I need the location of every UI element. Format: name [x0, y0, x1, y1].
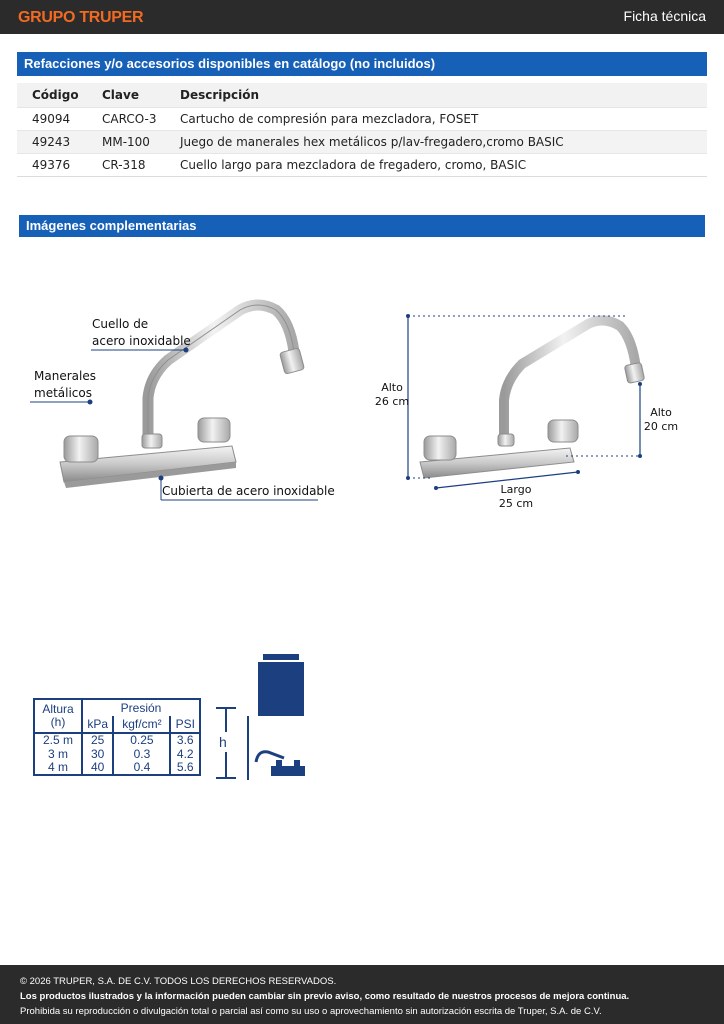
faucet-aerator — [279, 348, 304, 374]
cell-clave: MM-100 — [87, 130, 165, 153]
dimension-alto-salida-value: 20 cm — [643, 420, 679, 433]
faucet-icon — [256, 752, 305, 776]
brand-logo: GRUPO TRUPER — [18, 9, 144, 26]
altura-header-line-2: (h) — [50, 715, 66, 729]
column-header-descripcion: Descripción — [165, 83, 707, 107]
footer — [0, 965, 724, 1024]
cell-clave: CARCO-3 — [87, 107, 165, 130]
cell-codigo: 49094 — [17, 107, 87, 130]
cell-kgf: 0.25 — [113, 733, 170, 747]
column-header-clave: Clave — [87, 83, 165, 107]
cell-kpa: 30 — [82, 747, 113, 761]
cell-kpa: 25 — [82, 733, 113, 747]
table-row — [34, 747, 200, 761]
callout-manerales-line-1: Manerales — [34, 369, 96, 383]
presion-header: Presión — [82, 699, 200, 716]
dimension-alto-salida-label: Alto — [650, 406, 672, 419]
footer-legal: Prohibida su reproducción o divulgación total o parcial así como su uso o aprovechamiento sin autorización escrita de Truper, S.A. de C.V. — [20, 1006, 602, 1017]
water-tank-icon — [258, 654, 304, 716]
images-section-title: Imágenes complementarias — [19, 215, 705, 237]
table-row — [17, 130, 707, 153]
cell-kpa: 40 — [82, 761, 113, 775]
callout-manerales-line-2: metálicos — [34, 386, 92, 400]
table-header-row — [17, 83, 707, 107]
unit-kpa: kPa — [82, 716, 113, 733]
altura-header — [34, 699, 82, 733]
cell-codigo: 49243 — [17, 130, 87, 153]
cell-descripcion: Cartucho de compresión para mezcladora, FOSET — [165, 107, 707, 130]
cell-codigo: 49376 — [17, 153, 87, 176]
right-handle — [548, 420, 578, 442]
cell-altura: 2.5 m — [34, 733, 82, 747]
table-row — [34, 733, 200, 747]
cell-descripcion: Juego de manerales hex metálicos p/lav-fregadero,cromo BASIC — [165, 130, 707, 153]
faucet-dimensions-illustration — [370, 300, 690, 500]
cell-psi: 3.6 — [170, 733, 200, 747]
table-row — [17, 153, 707, 176]
accessories-table — [17, 83, 707, 177]
callout-manerales — [34, 368, 96, 402]
callout-cuello-line-2: acero inoxidable — [92, 334, 191, 348]
table-row — [17, 107, 707, 130]
top-bar — [0, 0, 724, 34]
table-row — [34, 761, 200, 775]
footer-copyright: © 2026 TRUPER, S.A. DE C.V. TODOS LOS DERECHOS RESERVADOS. — [20, 976, 337, 987]
dimension-largo-label: Largo — [500, 483, 532, 496]
left-handle — [64, 436, 98, 462]
dimension-alto-total-value: 26 cm — [374, 395, 410, 408]
dimension-alto-total — [372, 381, 412, 409]
footer-notice: Los productos ilustrados y la información pueden cambiar sin previo aviso, como resultado de nuestros procesos de mejora continua. — [20, 991, 630, 1002]
callout-cuello — [92, 316, 191, 350]
pressure-table-header-row — [34, 699, 200, 716]
accessories-section-title: Refacciones y/o accesorios disponibles en catálogo (no incluidos) — [17, 52, 707, 76]
callout-cubierta: Cubierta de acero inoxidable — [162, 484, 335, 498]
left-handle — [424, 436, 456, 460]
dimension-alto-total-label: Alto — [381, 381, 403, 394]
cell-psi: 4.2 — [170, 747, 200, 761]
cell-descripcion: Cuello largo para mezcladora de fregadero, cromo, BASIC — [165, 153, 707, 176]
altura-header-line-1: Altura — [42, 702, 74, 716]
right-handle — [198, 418, 230, 442]
pressure-table — [33, 698, 201, 776]
column-header-codigo: Código — [17, 83, 87, 107]
water-pressure-diagram — [212, 650, 312, 785]
cell-psi: 5.6 — [170, 761, 200, 775]
unit-psi: PSI — [170, 716, 200, 733]
cell-clave: CR-318 — [87, 153, 165, 176]
height-label: h — [219, 734, 227, 750]
unit-kgf: kgf/cm² — [113, 716, 170, 733]
dimension-largo-value: 25 cm — [498, 497, 534, 510]
cell-altura: 3 m — [34, 747, 82, 761]
document-type: Ficha técnica — [623, 8, 706, 24]
dimension-largo — [494, 483, 538, 511]
cell-altura: 4 m — [34, 761, 82, 775]
cell-kgf: 0.4 — [113, 761, 170, 775]
cell-kgf: 0.3 — [113, 747, 170, 761]
callout-cuello-line-1: Cuello de — [92, 317, 149, 331]
dimension-alto-salida — [640, 406, 682, 434]
